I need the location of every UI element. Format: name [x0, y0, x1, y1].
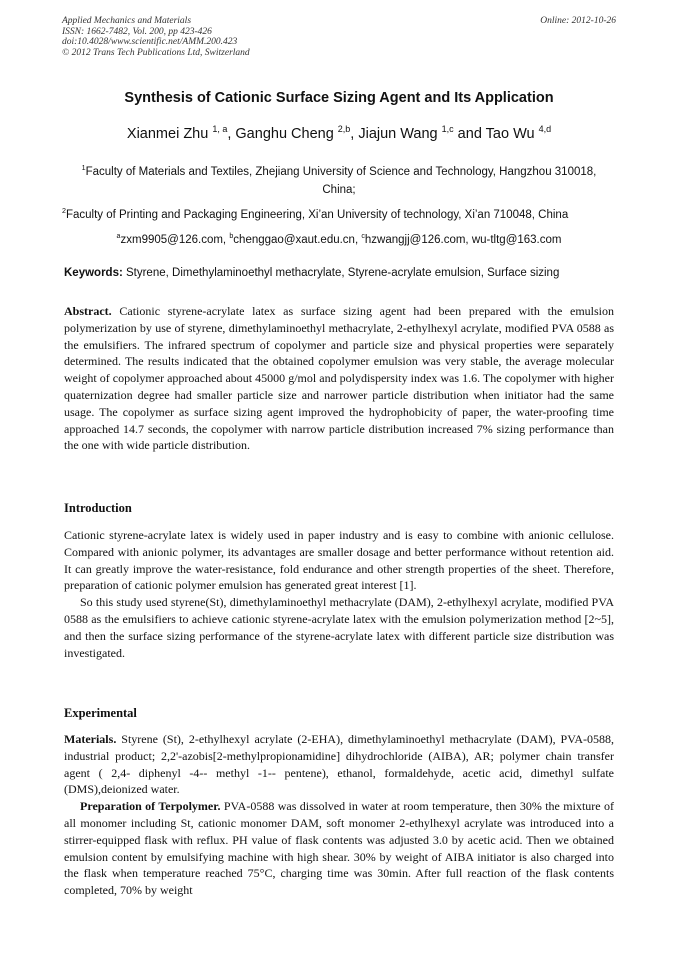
- author-separator: ,: [227, 125, 236, 142]
- author-name: Ganghu Cheng: [235, 125, 334, 142]
- email: chenggao@xaut.edu.cn,: [233, 233, 362, 246]
- author-list: [0, 124, 678, 142]
- experimental-body: [64, 731, 614, 899]
- paper-title: Synthesis of Cationic Surface Sizing Agent and Its Application: [124, 90, 554, 106]
- materials-text: Styrene (St), 2-ethylhexyl acrylate (2-EHA), dimethylaminoethyl methacrylate (DAM), PVA-0588, industrial product; 2,2'-azobis[2-methylpropionamidine] dihydrochloride (AIBA), AR; polymer chain transfer agent ( 2,4- diphenyl -4-- methyl -1-- pentene), ethanol, formaldehyde, acetic acid, dimethyl sulfate (DMS),deionized water.: [64, 732, 614, 797]
- affiliation-marker: 1: [81, 164, 86, 172]
- preparation-paragraph: [64, 798, 614, 899]
- author-superscript: 4,d: [538, 124, 552, 134]
- journal-doi: doi:10.4028/www.scientific.net/AMM.200.423: [62, 37, 238, 47]
- author-name: Xianmei Zhu: [126, 125, 209, 142]
- email-marker: a: [116, 232, 121, 240]
- experimental-heading: Experimental: [64, 706, 137, 720]
- journal-issn: ISSN: 1662-7482, Vol. 200, pp 423-426: [62, 26, 212, 37]
- introduction-heading: Introduction: [64, 501, 132, 515]
- journal-header: [62, 16, 250, 58]
- affiliation-marker: 2: [62, 207, 66, 215]
- keywords-text: Styrene, Dimethylaminoethyl methacrylate, Styrene-acrylate emulsion, Surface sizing: [122, 267, 560, 279]
- journal-copyright: © 2012 Trans Tech Publications Ltd, Switzerland: [62, 47, 250, 58]
- abstract: [64, 303, 614, 454]
- author-superscript: 1, a: [212, 124, 228, 134]
- email: zxm9905@126.com,: [120, 233, 230, 246]
- email: hzwangjj@126.com, wu-tltg@163.com: [364, 233, 562, 246]
- email-marker: c: [361, 232, 365, 240]
- preparation-label: Preparation of Terpolymer.: [80, 799, 221, 814]
- affiliation-2: [62, 202, 622, 224]
- affiliation-text: Faculty of Materials and Textiles, Zhejiang University of Science and Technology, Hangzhou 310018, China;: [85, 165, 597, 196]
- keywords-line: [64, 264, 624, 282]
- abstract-label: Abstract.: [64, 304, 112, 318]
- keywords-label: Keywords:: [64, 267, 123, 279]
- affiliation-text: Faculty of Printing and Packaging Engineering, Xi’an University of technology, Xi’an 710048, China: [65, 208, 569, 221]
- preparation-text: PVA-0588 was dissolved in water at room temperature, then 30% the mixture of all monomer including St, cationic monomer DAM, soft monomer 2-ethylhexyl acrylate was introduced into a stirrer-equipped flask with reflux. PH value of flask contents was adjusted 3.0 by acetic acid. Then we obtained emulsion content by emulsifying machine with high shear. 30% by weight of AIBA initiator is also charged into the flask when temperature reached 75°C, charging time was 30min. After full reaction of the flask contents completed, 70% by weight: [64, 799, 615, 898]
- introduction-body: [64, 527, 614, 661]
- author-superscript: 2,b: [337, 124, 351, 134]
- materials-label: Materials.: [64, 732, 117, 746]
- author-separator: ,: [350, 125, 359, 142]
- abstract-text: Cationic styrene-acrylate latex as surface sizing agent had been prepared with the emulsion polymerization by use of styrene, dimethylaminoethyl methacrylate, 2-ethylhexyl acrylate, modified PVA 0588 as the emulsifiers. The infrared spectrum of copolymer and particle size and physical properties were separately determined. The results indicated that the obtained copolymer emulsion was very stable, the average molecular weight of copolymer approached about 45000 g/mol and polydispersity index was 1.6. The copolymer with higher quaternization degree had smaller particle size and narrower particle distribution when initiator had the same usage. The copolymer as surface sizing agent improved the hydrophobicity of paper, the water-proofing time approached 14.7 seconds, the copolymer with narrow particle distribution increased 7% sizing performance than the one with wide particle distribution.: [64, 304, 614, 453]
- paragraph: Cationic styrene-acrylate latex is widely used in paper industry and is easy to combine with anionic cellulose. Compared with anionic polymer, its advantages are smaller dosage and better performance without retention aid. It can greatly improve the water-resistance, fold endurance and other strength properties of the sheet. Therefore, preparation of cationic polymer emulsion has generated great interest [1].: [64, 528, 614, 593]
- paragraph: So this study used styrene(St), dimethylaminoethyl methacrylate (DAM), 2-ethylhexyl acrylate, modified PVA 0588 as the emulsifiers to achieve cationic styrene-acrylate latex with the emulsion polymerization method [2~5], and then the surface sizing performance of the styrene-acrylate latex with different particle size distribution was investigated.: [64, 595, 614, 660]
- email-list: [0, 227, 678, 249]
- email-marker: b: [229, 232, 234, 240]
- author-name: Tao Wu: [485, 125, 535, 142]
- online-date: Online: 2012-10-26: [540, 16, 616, 26]
- materials-paragraph: [64, 731, 614, 798]
- journal-name: Applied Mechanics and Materials: [62, 16, 192, 26]
- affiliation-1: [64, 159, 614, 199]
- author-separator: and: [453, 125, 486, 142]
- author-superscript: 1,c: [441, 124, 454, 134]
- author-name: Jiajun Wang: [358, 125, 438, 142]
